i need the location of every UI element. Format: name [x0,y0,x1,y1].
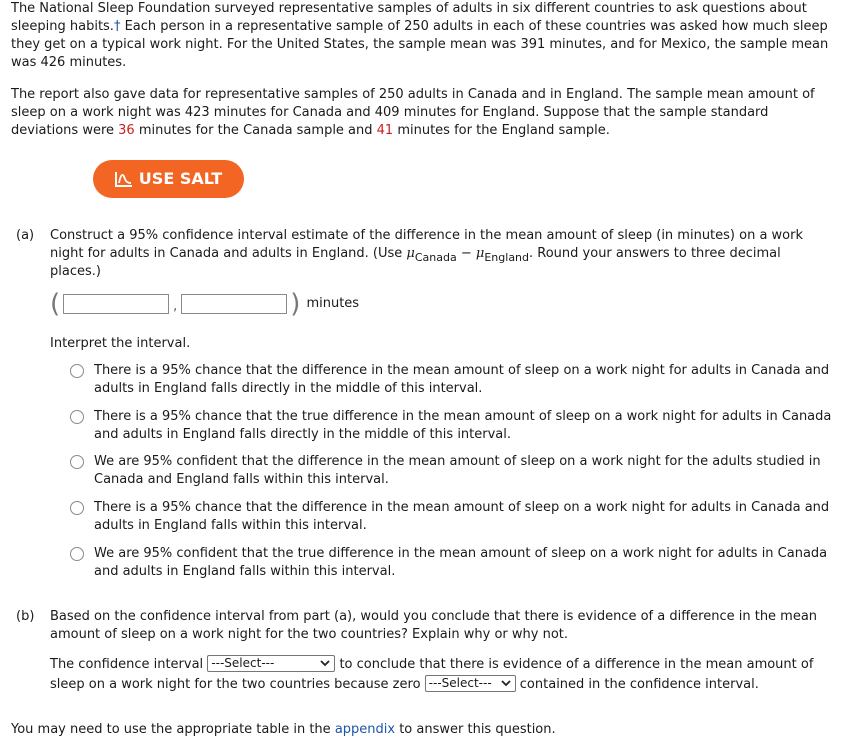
conclusion-select-value: ---Select--- [211,655,275,670]
radio-button[interactable] [70,547,84,561]
interpret-option-3[interactable] [70,453,835,489]
open-paren: ( [50,289,61,319]
sd-canada-value: 36 [118,123,135,138]
part-a-text-a: Construct a 95% confidence interval estimate of the difference in the mean amount of sleep (in minutes) on a work night for adults in Canada and adults in England. (Use [50,228,804,261]
footer-note [11,721,556,739]
interpret-option-2[interactable] [70,408,835,444]
close-paren: ) [290,289,301,319]
interpret-option-5[interactable] [70,545,835,581]
part-b-answer-line-1 [50,656,840,674]
part-b-s2: to conclude that there is evidence of a difference in the mean amount of [335,657,814,672]
footer-text-b: to answer this question. [395,722,556,737]
option-text: We are 95% confident that the difference in the mean amount of sleep on a work night for the adults studied in Canada and England falls within this interval. [94,454,821,487]
interpret-option-4[interactable] [70,499,835,535]
radio-button[interactable] [70,501,84,515]
footer-text-a: You may need to use the appropriate table in the [11,722,335,737]
intro-p1-text-b: Each person in a representative sample of 250 adults in each of these countries was asked how much sleep they get on a typical work night. For the United States, the sample mean was 391 minutes, and for Mexico, the sample mean was 426 minutes. [11,19,829,70]
intro-p2-text-b: minutes for the Canada sample and [134,123,377,138]
option-text: There is a 95% chance that the difference in the mean amount of sleep on a work night for adults in Canada and adults in England falls within this interval. [94,500,830,533]
zero-contained-select[interactable] [425,675,516,692]
subscript-england: England [484,251,530,264]
part-b-s3: sleep on a work night for the two countries because zero [50,677,425,692]
option-text: We are 95% confident that the true difference in the mean amount of sleep on a work night for adults in Canada and adults in England falls within this interval. [94,546,828,579]
zero-contained-select-value: ---Select--- [428,675,492,690]
intro-p1-text-a: The National Sleep Foundation surveyed representative samples of adults in six different countries to ask questions about sleeping habits. [11,1,807,34]
use-salt-label: USE SALT [138,169,223,188]
mu-symbol-2: μ [475,246,485,261]
intro-p2-text-a: The report also gave data for representative samples of 250 adults in Canada and in England. The sample mean amount of sleep on a work night was 423 minutes for Canada and 409 minutes for England. Suppose that the sample standard deviations were [11,87,815,138]
ci-comma: , [173,299,178,314]
part-a-text-b: . Round your answers to three decimal places.) [50,246,781,279]
salt-chart-icon [115,171,133,187]
part-a-label: (a) [16,228,35,243]
conclusion-select[interactable] [207,655,335,672]
interpret-label: Interpret the interval. [50,336,191,351]
part-b-label: (b) [16,609,35,624]
chevron-down-icon [320,660,330,667]
part-b-s4: contained in the confidence interval. [515,677,759,692]
subscript-canada: Canada [414,251,457,264]
interpret-option-1[interactable] [70,362,835,398]
sd-england-value: 41 [376,123,394,138]
intro-p2-text-c: minutes for the England sample. [393,123,610,138]
radio-button[interactable] [70,455,84,469]
part-a-question [50,227,830,281]
ci-lower-input[interactable] [63,294,169,314]
ci-upper-input[interactable] [181,294,287,314]
part-b-question: Based on the confidence interval from part (a), would you conclude that there is evidence of a difference in the mean amount of sleep on a work night for the two countries? Explain why or why not. [50,609,818,642]
footnote-dagger-link[interactable]: † [113,19,121,34]
option-text: There is a 95% chance that the true difference in the mean amount of sleep on a work night for adults in Canada and adults in England falls directly in the middle of this interval. [94,409,832,442]
chevron-down-icon [501,680,511,687]
part-b-answer-line-2 [50,676,840,694]
appendix-link[interactable]: appendix [334,722,396,737]
confidence-interval-row [50,290,359,318]
radio-button[interactable] [70,364,84,378]
ci-unit-label: minutes [306,296,360,311]
minus-sign: − [456,246,476,261]
intro-paragraph-1 [11,0,833,72]
mu-symbol-1: μ [406,246,415,261]
part-b-s1: The confidence interval [50,657,208,672]
intro-paragraph-2 [11,86,833,140]
option-text: There is a 95% chance that the difference in the mean amount of sleep on a work night for adults in Canada and adults in England falls directly in the middle of this interval. [94,363,830,396]
radio-button[interactable] [70,410,84,424]
use-salt-button[interactable] [93,160,244,198]
